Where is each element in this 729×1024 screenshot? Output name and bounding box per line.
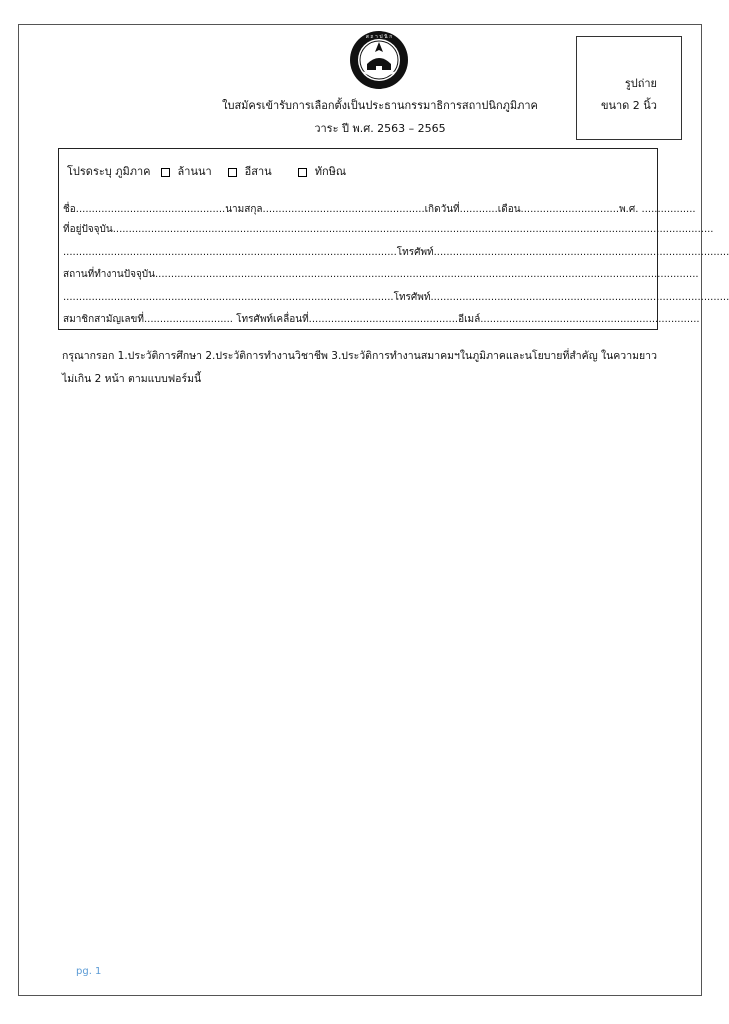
- region-label: โปรดระบุ ภูมิภาค: [67, 165, 151, 178]
- photo-size-label: ขนาด 2 นิ้ว: [600, 99, 657, 112]
- address-phone-field-row[interactable]: .........................................................................................................โทรศัพท์.............................................................................................: [63, 247, 729, 258]
- applicant-form: [58, 148, 729, 330]
- member-field-row[interactable]: สมาชิกสามัญเลขที่............................ โทรศัพท์เคลื่อนที่...............................................อีเมล์.....................................................................: [63, 314, 700, 325]
- checkbox-isan[interactable]: [228, 168, 237, 177]
- association-logo-seal: [349, 30, 409, 90]
- page-number: pg. 1: [76, 966, 102, 977]
- name-field-row[interactable]: ชื่อ...............................................นามสกุล...................................................เกิดวันที่............เดือน...............................พ.ศ. .................: [63, 204, 696, 215]
- region-selector: [67, 165, 346, 179]
- region-option-label: ทักษิณ: [314, 165, 347, 178]
- region-option-label: ล้านนา: [177, 165, 212, 178]
- form-title: ใบสมัครเข้ารับการเลือกตั้งเป็นประธานกรรมาธิการสถาปนิกภูมิภาค: [222, 99, 538, 112]
- instructions-line-2: ไม่เกิน 2 หน้า ตามแบบฟอร์มนี้: [62, 373, 202, 385]
- region-option-isan[interactable]: [228, 165, 272, 179]
- checkbox-lanna[interactable]: [161, 168, 170, 177]
- region-option-thaksin[interactable]: [298, 165, 346, 179]
- svg-text:ส ถ า ป นิ ก: ส ถ า ป นิ ก: [365, 34, 393, 40]
- region-option-label: อีสาน: [244, 165, 272, 178]
- region-option-lanna[interactable]: [161, 165, 212, 179]
- checkbox-thaksin[interactable]: [298, 168, 307, 177]
- workplace-field-row[interactable]: สถานที่ทำงานปัจจุบัน...........................................................................................................................................................................: [63, 269, 699, 280]
- photo-box: [576, 36, 682, 140]
- instructions-line-1: กรุณากรอก 1.ประวัติการศึกษา 2.ประวัติการทำงานวิชาชีพ 3.ประวัติการทำงานสมาคมฯในภูมิภาคและนโยบายที่สำคัญ ในความยาว: [62, 350, 657, 362]
- photo-label: รูปถ่าย: [624, 77, 657, 90]
- address-field-row[interactable]: ที่อยู่ปัจจุบัน.............................................................................................................................................................................................: [63, 224, 714, 235]
- workplace-phone-field-row[interactable]: ........................................................................................................โทรศัพท์..............................................................................................: [63, 292, 729, 303]
- form-term: วาระ ปี พ.ศ. 2563 – 2565: [314, 122, 446, 135]
